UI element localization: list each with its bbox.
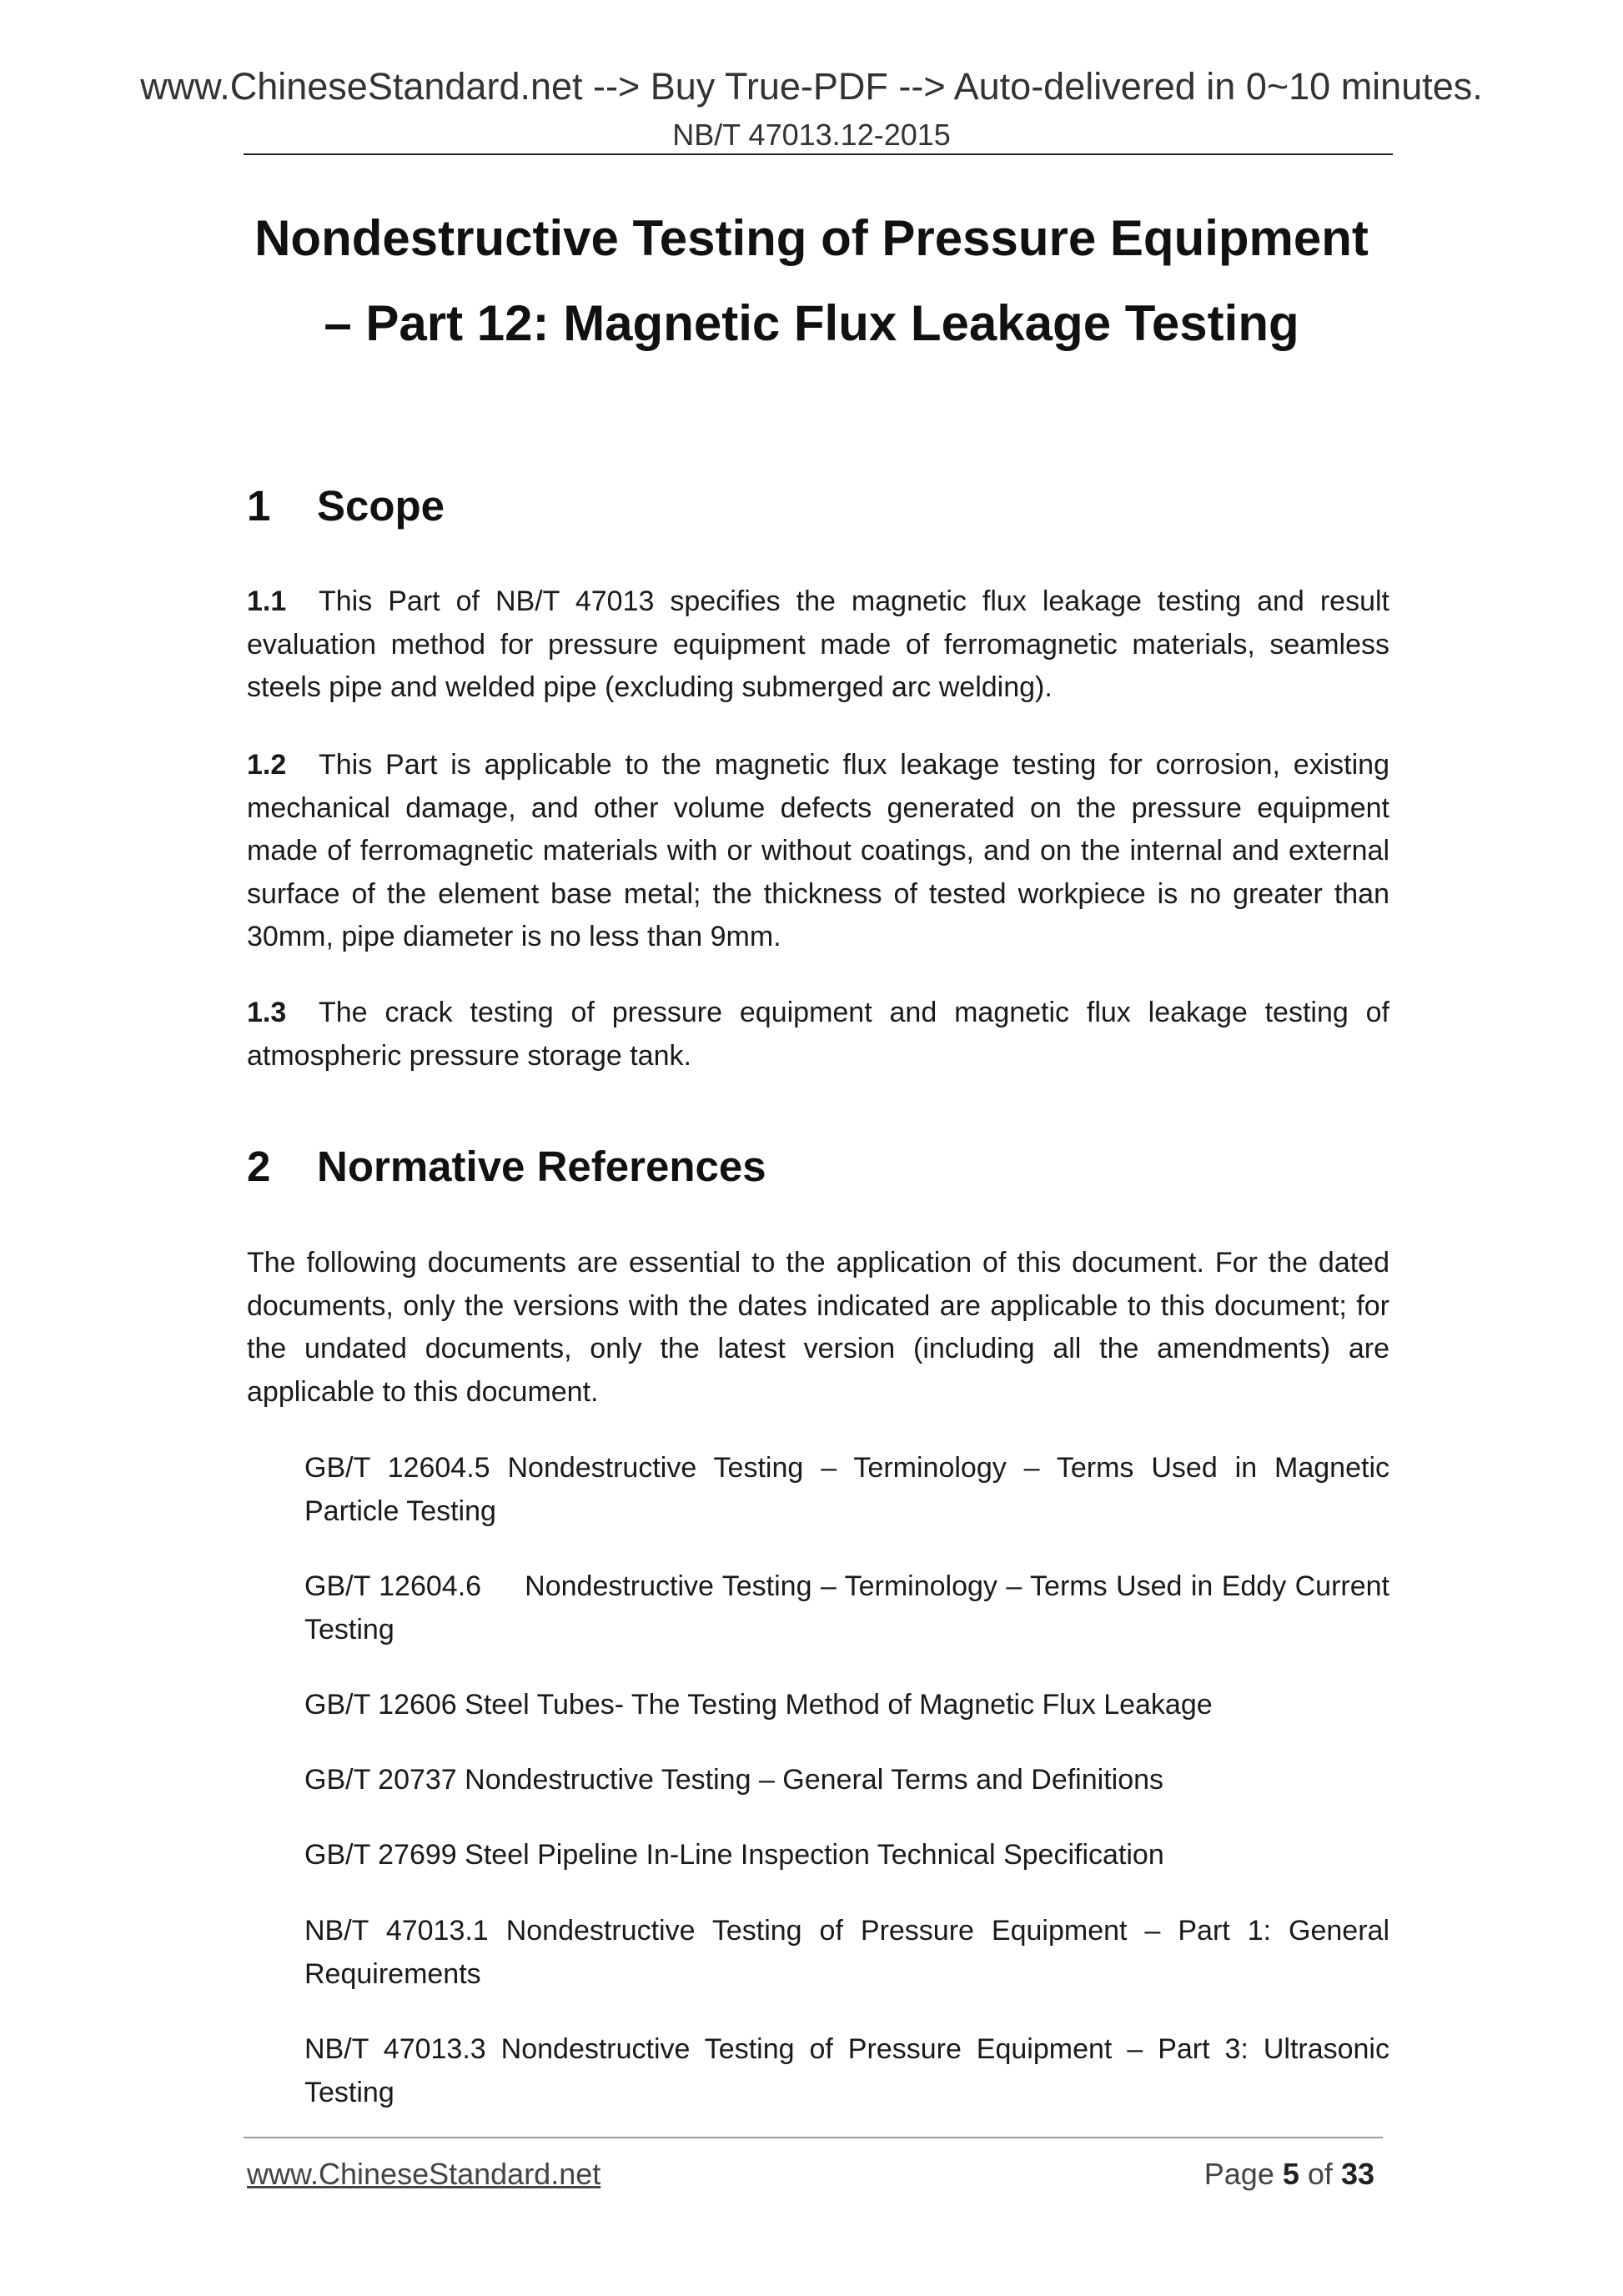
clause-number: 1.1	[247, 585, 287, 617]
reference-item: GB/T 12606 Steel Tubes- The Testing Method of Magnetic Flux Leakage	[304, 1689, 1213, 1721]
page-current: 5	[1282, 2157, 1299, 2191]
clause-text: The crack testing of pressure equipment and magnetic flux leakage testing of atmospheric pressure storage tank.	[247, 997, 1389, 1072]
clause-number: 1.3	[247, 997, 287, 1028]
header-banner: www.ChineseStandard.net --> Buy True-PDF --> Auto-delivered in 0~10 minutes.	[140, 65, 1483, 108]
page-total: 33	[1340, 2157, 1374, 2191]
page-indicator	[1204, 2156, 1374, 2193]
header-divider	[244, 153, 1393, 155]
clause-text: This Part of NB/T 47013 specifies the magnetic flux leakage testing and result evaluation method for pressure equipment made of ferromagnetic materials, seamless steels pipe and welded pipe (excluding submerged arc welding).	[247, 585, 1389, 703]
header-doc-number: NB/T 47013.12-2015	[672, 118, 951, 152]
reference-item: GB/T 12604.5 Nondestructive Testing – Terminology – Terms Used in Magnetic Particle Testing	[304, 1452, 1389, 1527]
section-number: 2	[247, 1143, 271, 1190]
clause-number: 1.2	[247, 749, 287, 781]
section-heading-normative-references	[247, 1140, 766, 1193]
document-title-line-1: Nondestructive Testing of Pressure Equipment	[254, 210, 1369, 266]
footer-website-link[interactable]: www.ChineseStandard.net	[247, 2157, 601, 2191]
document-title-line-2: – Part 12: Magnetic Flux Leakage Testing	[324, 295, 1299, 351]
reference-item: GB/T 20737 Nondestructive Testing – General Terms and Definitions	[304, 1764, 1164, 1796]
reference-item: NB/T 47013.1 Nondestructive Testing of Pressure Equipment – Part 1: General Requirements	[304, 1915, 1389, 1990]
page-of: of	[1307, 2157, 1333, 2191]
normative-references-intro: The following documents are essential to the application of this document. For the dated documents, only the versions with the dates indicated are applicable to this document; for the undated documents, only the latest version (including all the amendments) are applicable to this document.	[247, 1247, 1389, 1408]
section-heading-scope	[247, 480, 445, 533]
clause-1-3	[247, 992, 1389, 1078]
section-title: Scope	[317, 482, 445, 530]
reference-item: NB/T 47013.3 Nondestructive Testing of Pressure Equipment – Part 3: Ultrasonic Testing	[304, 2033, 1389, 2108]
page-label: Page	[1203, 2157, 1274, 2191]
section-title: Normative References	[317, 1143, 766, 1190]
clause-1-1	[247, 580, 1389, 710]
clause-1-2	[247, 744, 1389, 959]
footer-divider	[244, 2137, 1383, 2138]
section-number: 1	[247, 482, 271, 530]
clause-text: This Part is applicable to the magnetic flux leakage testing for corrosion, existing mechanical damage, and other volume defects generated on the pressure equipment made of ferromagnetic materials with or without coatings, and on the internal and external surface of the element base metal; the thickness of tested workpiece is no greater than 30mm, pipe diameter is no less than 9mm.	[247, 749, 1389, 952]
reference-item: GB/T 12604.6 Nondestructive Testing – Terminology – Terms Used in Eddy Current Testing	[304, 1570, 1389, 1645]
reference-item: GB/T 27699 Steel Pipeline In-Line Inspection Technical Specification	[304, 1839, 1164, 1871]
